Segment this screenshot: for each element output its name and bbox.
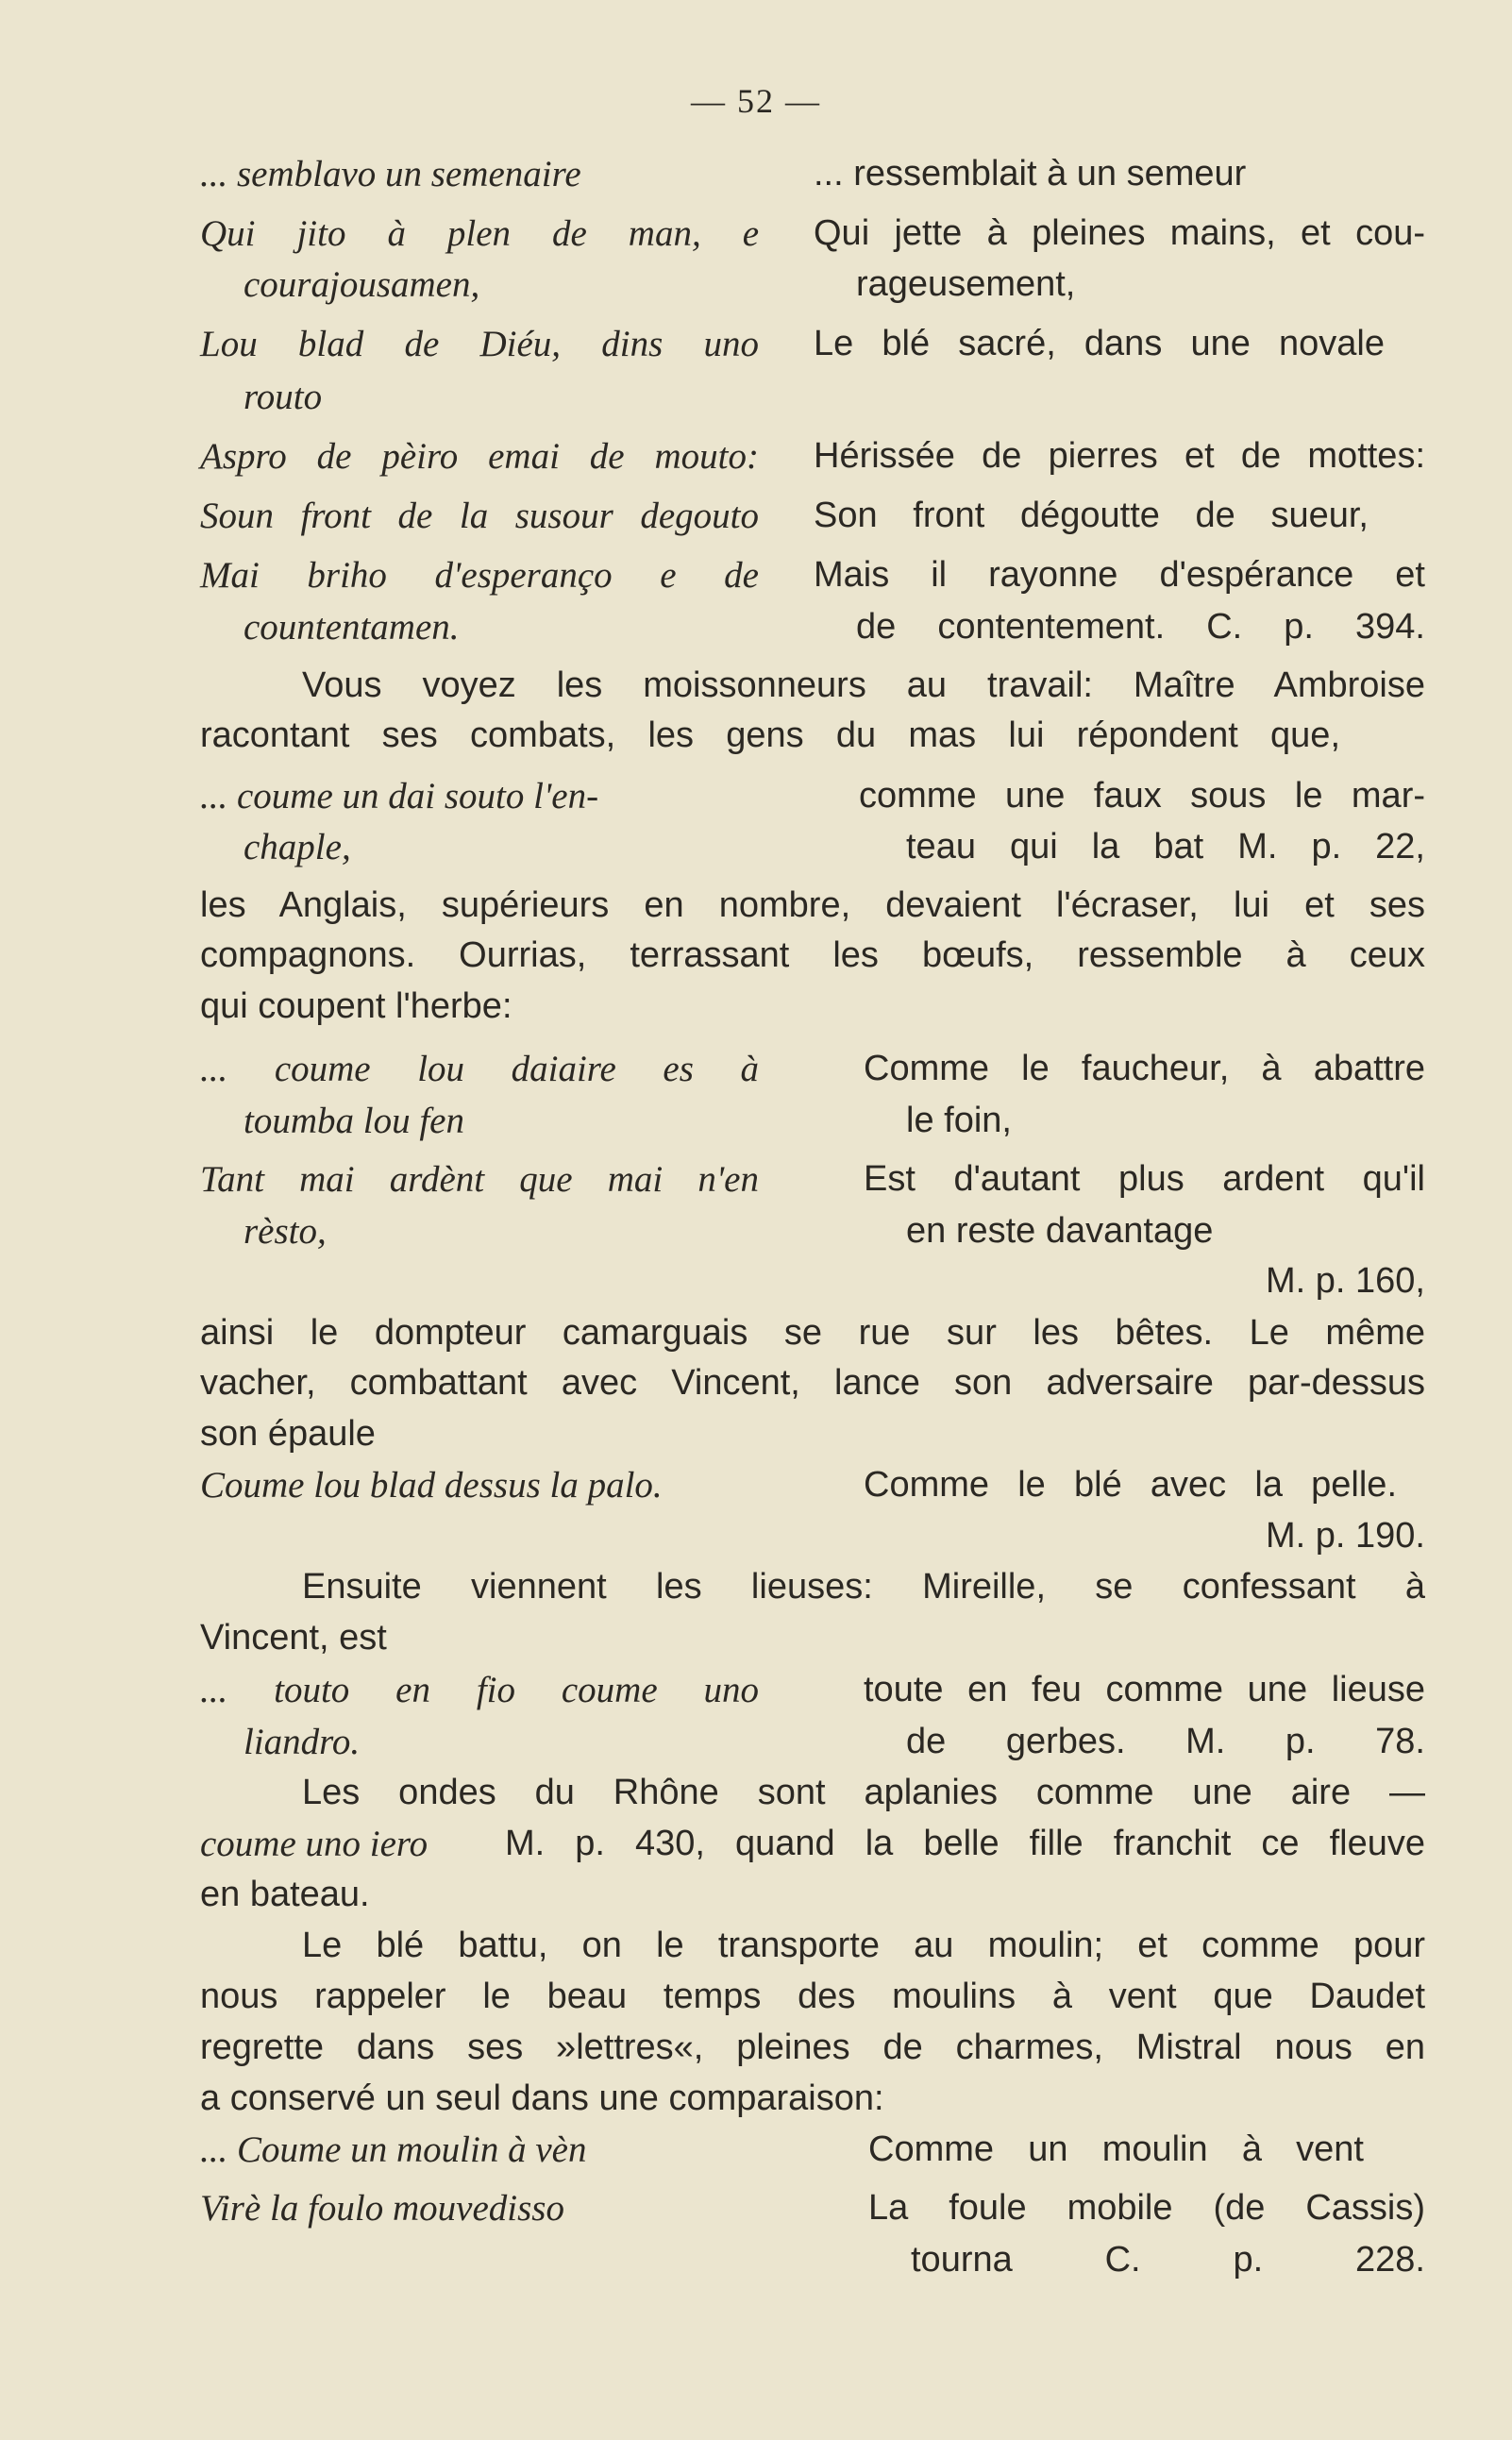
- text-line-l27: Ensuite viennent les lieuses: Mireille, se confessant à: [302, 1567, 1425, 1607]
- text-line-l31: Les ondes du Rhône sont aplanies comme une aire —: [302, 1773, 1425, 1812]
- text-line-l19b: Est d'autant plus ardent qu'il: [864, 1159, 1425, 1199]
- text-line-l37: a conservé un seul dans une comparaison:: [200, 2078, 884, 2118]
- text-line-l26b: M. p. 190.: [1266, 1516, 1425, 1556]
- text-line-l11: racontant ses combats, les gens du mas lui répondent que,: [200, 715, 1340, 755]
- provencal-verse-line-l9a: countentamen.: [244, 607, 460, 648]
- provencal-verse-line-l8a: Mai briho d'esperanço e de: [200, 555, 759, 596]
- text-line-l14: les Anglais, supérieurs en nombre, devaient l'écraser, lui et ses: [200, 885, 1425, 925]
- provencal-verse-line-l12a: ... coume un dai souto l'en-: [200, 776, 599, 816]
- text-line-l22: ainsi le dompteur camarguais se rue sur les bêtes. Le même: [200, 1313, 1425, 1353]
- provencal-verse-line-l3a: courajousamen,: [244, 264, 480, 305]
- text-line-l39b: La foule mobile (de Cassis): [868, 2188, 1425, 2228]
- provencal-verse-line-l29a: ... touto en fio coume uno: [200, 1670, 759, 1710]
- text-line-l6b: Hérissée de pierres et de mottes:: [814, 436, 1425, 476]
- text-line-l2b: Qui jette à pleines mains, et cou-: [814, 213, 1425, 253]
- text-line-l35: nous rappeler le beau temps des moulins à vent que Daudet: [200, 1977, 1425, 2016]
- text-line-l40b: tourna C. p. 228.: [911, 2240, 1425, 2280]
- text-line-l3b: rageusement,: [856, 264, 1076, 304]
- text-line-l10: Vous voyez les moissonneurs au travail: Maître Ambroise: [302, 665, 1425, 705]
- provencal-verse-line-l6a: Aspro de pèiro emai de mouto:: [200, 436, 759, 477]
- text-line-l12b: comme une faux sous le mar-: [859, 776, 1425, 816]
- text-line-l24: son épaule: [200, 1414, 376, 1454]
- text-line-l7b: Son front dégoutte de sueur,: [814, 496, 1369, 535]
- provencal-verse-line-l7a: Soun front de la susour degouto: [200, 496, 759, 536]
- text-line-l18b: le foin,: [906, 1101, 1012, 1140]
- text-line-l4b: Le blé sacré, dans une novale: [814, 324, 1385, 363]
- text-line-l13b: teau qui la bat M. p. 22,: [906, 827, 1425, 867]
- text-line-l36: regrette dans ses »lettres«, pleines de charmes, Mistral nous en: [200, 2028, 1425, 2067]
- text-line-l17b: Comme le faucheur, à abattre: [864, 1049, 1425, 1088]
- text-line-l38b: Comme un moulin à vent: [868, 2129, 1364, 2169]
- text-line-l28: Vincent, est: [200, 1618, 387, 1658]
- provencal-verse-line-l20a: rèsto,: [244, 1211, 327, 1252]
- provencal-verse-line-l39a: Virè la foulo mouvedisso: [200, 2188, 564, 2229]
- provencal-verse-line-l1a: ... semblavo un semenaire: [200, 154, 581, 194]
- text-line-l29b: toute en feu comme une lieuse: [864, 1670, 1425, 1709]
- provencal-verse-line-l4a: Lou blad de Diéu, dins uno: [200, 324, 759, 364]
- text-line-l16: qui coupent l'herbe:: [200, 986, 512, 1026]
- text-line-l20b: en reste davantage: [906, 1211, 1214, 1251]
- text-line-l8b: Mais il rayonne d'espérance et: [814, 555, 1425, 595]
- text-line-l21b: M. p. 160,: [1266, 1261, 1425, 1301]
- text-line-l30b: de gerbes. M. p. 78.: [906, 1722, 1425, 1761]
- text-line-l1b: ... ressemblait à un semeur: [814, 154, 1247, 194]
- text-line-l9b: de contentement. C. p. 394.: [856, 607, 1425, 647]
- text-line-l34: Le blé battu, on le transporte au moulin; et comme pour: [302, 1926, 1425, 1965]
- provencal-verse-line-l38a: ... Coume un moulin à vèn: [200, 2129, 587, 2170]
- provencal-verse-line-l2a: Qui jito à plen de man, e: [200, 213, 759, 254]
- text-line-l25b: Comme le blé avec la pelle.: [864, 1465, 1397, 1505]
- provencal-verse-line-l25a: Coume lou blad dessus la palo.: [200, 1465, 663, 1506]
- provencal-verse-line-l5a: routo: [244, 377, 323, 417]
- provencal-verse-line-l17a: ... coume lou daiaire es à: [200, 1049, 759, 1089]
- provencal-verse-line-l19a: Tant mai ardènt que mai n'en: [200, 1159, 759, 1200]
- text-line-l23: vacher, combattant avec Vincent, lance son adversaire par-dessus: [200, 1363, 1425, 1403]
- text-line-l15: compagnons. Ourrias, terrassant les bœufs, ressemble à ceux: [200, 935, 1425, 975]
- text-line-l33: en bateau.: [200, 1875, 370, 1914]
- page-number: — 52 —: [691, 82, 821, 120]
- provencal-verse-line-l32_it: coume uno iero: [200, 1824, 428, 1864]
- provencal-verse-line-l13a: chaple,: [244, 827, 351, 867]
- provencal-verse-line-l18a: toumba lou fen: [244, 1101, 464, 1141]
- provencal-verse-line-l30a: liandro.: [244, 1722, 361, 1762]
- text-line-l32_rest: M. p. 430, quand la belle fille franchit ce fleuve: [505, 1824, 1425, 1863]
